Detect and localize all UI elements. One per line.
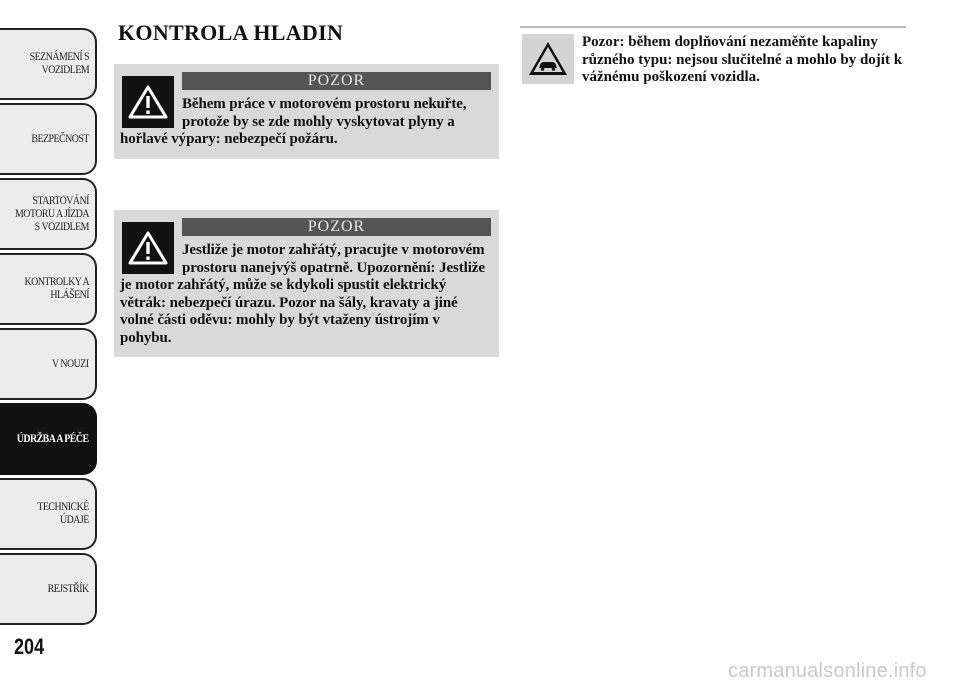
warning-text: Jestliže je motor zahřátý, pracujte v motorovém prostoru nanejvýš opatrně. Upozornění: Jestliže je motor zahřátý, může se kdykoli spustit elektrický větrák: nebezpečí úrazu. Pozor na šály, kravaty a jiné volné části oděvu: mohly by být vtaženy ústrojím v pohybu. [120, 242, 485, 346]
watermark: carmanualsonline.info [728, 660, 927, 682]
car-warning-icon [522, 34, 574, 84]
warning-text: Během práce v motorovém prostoru nekuřte, protože by se zde mohly vyskytovat plyny a hořlavé výpary: nebezpečí požáru. [120, 96, 467, 147]
tab-label: ÚDRŽBA A PÉČE [17, 432, 89, 445]
tab-technicke-udaje[interactable] [0, 478, 97, 550]
column-divider [520, 26, 906, 28]
tab-label: TECHNICKÉ ÚDAJE [37, 501, 89, 526]
caution-note [520, 34, 906, 87]
tab-label: STARTOVÁNÍ MOTORU A JÍZDA S VOZIDLEM [15, 194, 89, 233]
tab-label: V NOUZI [52, 357, 89, 370]
tab-v-nouzi[interactable] [0, 328, 97, 400]
tab-label: KONTROLKY A HLÁŠENÍ [24, 276, 89, 301]
tab-startovani[interactable] [0, 178, 97, 250]
caution-text: Pozor: během doplňování nezaměňte kapaliny různého typu: nejsou slučitelné a mohlo by dojít k vážnému poškození vozidla. [582, 34, 903, 85]
tab-label: BEZPEČNOST [31, 132, 89, 145]
tab-bezpecnost[interactable] [0, 103, 97, 175]
warning-box [114, 210, 499, 357]
warning-heading: POZOR [182, 218, 491, 236]
warning-triangle-icon [122, 76, 174, 128]
tab-seznameni-s-vozidlem[interactable] [0, 28, 97, 100]
warning-box [114, 64, 499, 159]
tab-kontrolky[interactable] [0, 253, 97, 325]
section-title: KONTROLA HLADIN [118, 20, 344, 45]
page-number: 204 [14, 634, 45, 659]
warning-heading: POZOR [182, 72, 491, 90]
tab-rejstrik[interactable] [0, 553, 97, 625]
warning-triangle-icon [122, 222, 174, 274]
tab-label: REJSTŘÍK [48, 582, 89, 595]
tab-label: SEZNÁMENÍ S VOZIDLEM [29, 51, 89, 76]
tab-udrzba-a-pece[interactable] [0, 403, 97, 475]
